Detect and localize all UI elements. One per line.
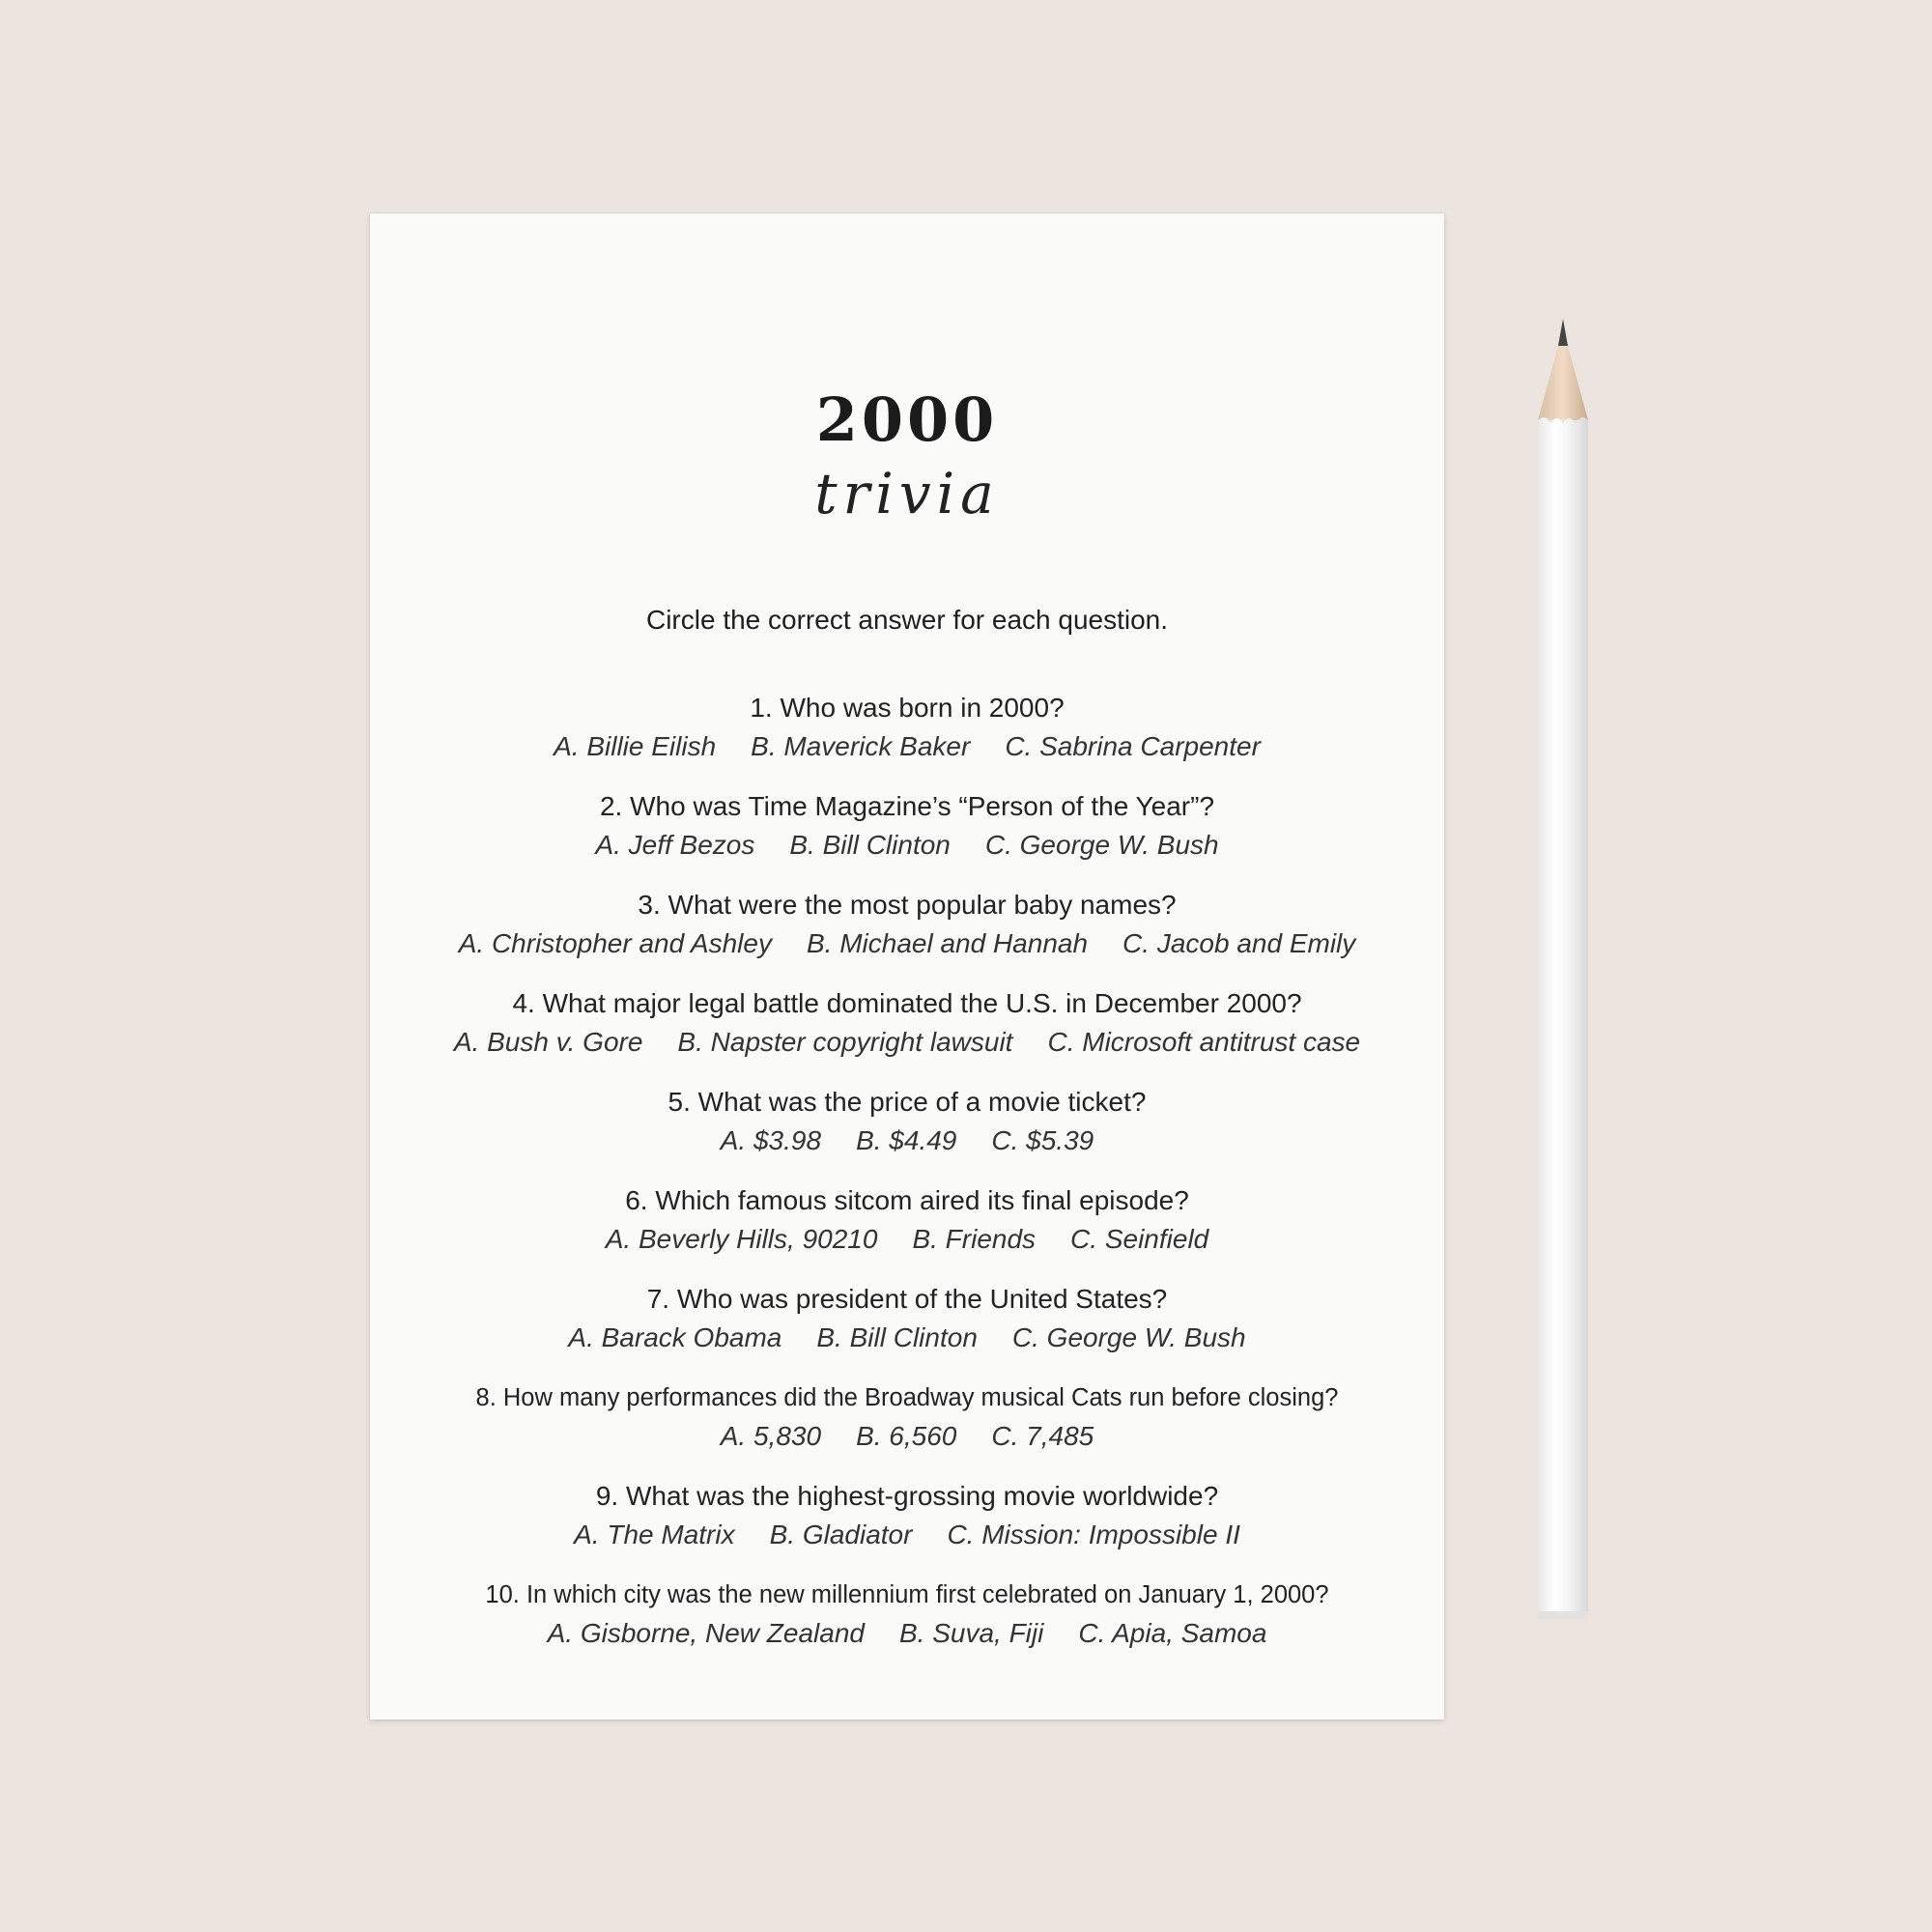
answer-option[interactable]: C. George W. Bush [1011, 1322, 1246, 1352]
answer-options [370, 924, 1444, 963]
answer-option[interactable]: C. Microsoft antitrust case [1047, 1027, 1361, 1057]
answer-option[interactable]: C. Apia, Samoa [1078, 1618, 1267, 1648]
answer-option[interactable]: B. Napster copyright lawsuit [677, 1027, 1013, 1057]
answer-option[interactable]: A. Jeff Bezos [595, 830, 755, 860]
answer-options [370, 1220, 1444, 1259]
answer-options [370, 1319, 1444, 1357]
answer-options [370, 727, 1444, 766]
question-text: 7. Who was president of the United States? [646, 1284, 1168, 1314]
title-year: 2000 [815, 384, 999, 455]
question-item [370, 787, 1444, 865]
answer-options [370, 1516, 1444, 1554]
answer-option[interactable]: A. Gisborne, New Zealand [547, 1618, 865, 1648]
question-text: 6. Which famous sitcom aired its final episode? [625, 1185, 1189, 1215]
answer-option[interactable]: B. Michael and Hannah [806, 928, 1089, 958]
answer-option[interactable]: B. Gladiator [769, 1520, 913, 1549]
instructions: Circle the correct answer for each question. [645, 605, 1169, 635]
question-text: 4. What major legal battle dominated the U.S. in December 2000? [512, 988, 1302, 1018]
answer-option[interactable]: A. Christopher and Ashley [458, 928, 772, 958]
answer-option[interactable]: C. Jacob and Emily [1122, 928, 1356, 958]
question-text: 10. In which city was the new millennium first celebrated on January 1, 2000? [485, 1581, 1329, 1608]
question-text: 5. What was the price of a movie ticket? [668, 1087, 1147, 1117]
answer-option[interactable]: B. Maverick Baker [751, 731, 971, 761]
answer-options [370, 1122, 1444, 1160]
question-text: 3. What were the most popular baby names? [638, 890, 1177, 920]
answer-option[interactable]: A. The Matrix [574, 1520, 735, 1549]
question-text: 9. What was the highest-grossing movie worldwide? [595, 1481, 1219, 1511]
question-list [370, 689, 1444, 1674]
question-text: 8. How many performances did the Broadway musical Cats run before closing? [475, 1384, 1339, 1411]
answer-option[interactable]: B. $4.49 [856, 1125, 957, 1155]
answer-option[interactable]: B. Bill Clinton [816, 1322, 978, 1352]
question-text: 2. Who was Time Magazine’s “Person of the Year”? [599, 791, 1215, 821]
answer-option[interactable]: A. 5,830 [720, 1421, 822, 1451]
answer-option[interactable]: B. Suva, Fiji [898, 1618, 1044, 1648]
pencil-icon [1536, 319, 1590, 1620]
question-item [370, 1576, 1444, 1653]
question-item [370, 1083, 1444, 1160]
answer-option[interactable]: A. $3.98 [720, 1125, 822, 1155]
trivia-card [370, 213, 1444, 1719]
answer-option[interactable]: C. Mission: Impossible II [947, 1520, 1240, 1549]
answer-option[interactable]: C. Sabrina Carpenter [1005, 731, 1261, 761]
question-text: 1. Who was born in 2000? [750, 693, 1065, 723]
answer-option[interactable]: A. Beverly Hills, 90210 [605, 1224, 878, 1254]
answer-option[interactable]: C. $5.39 [991, 1125, 1094, 1155]
question-item [370, 984, 1444, 1062]
answer-option[interactable]: B. Friends [912, 1224, 1037, 1254]
answer-option[interactable]: A. Bush v. Gore [453, 1027, 643, 1057]
answer-option[interactable]: C. 7,485 [991, 1421, 1094, 1451]
answer-option[interactable]: C. Seinfield [1070, 1224, 1209, 1254]
question-item [370, 1280, 1444, 1357]
question-item [370, 1477, 1444, 1554]
answer-option[interactable]: C. George W. Bush [984, 830, 1219, 860]
question-item [370, 1181, 1444, 1259]
question-item [370, 689, 1444, 766]
subtitle-script: trivia [814, 461, 1000, 526]
answer-option[interactable]: B. 6,560 [856, 1421, 957, 1451]
question-item [370, 886, 1444, 963]
answer-options [370, 1614, 1444, 1653]
answer-options [370, 1417, 1444, 1456]
answer-option[interactable]: A. Billie Eilish [554, 731, 717, 761]
answer-option[interactable]: B. Bill Clinton [789, 830, 951, 860]
question-item [370, 1378, 1444, 1456]
answer-option[interactable]: A. Barack Obama [568, 1322, 782, 1352]
answer-options [370, 826, 1444, 865]
answer-options [370, 1023, 1444, 1062]
